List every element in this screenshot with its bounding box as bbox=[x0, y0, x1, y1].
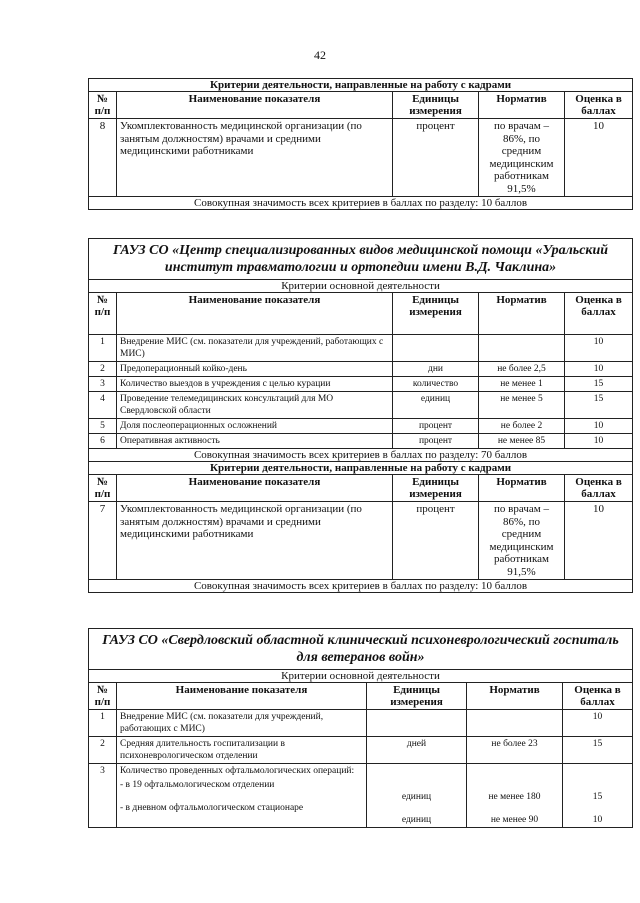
sub-item-1-unit: единиц bbox=[401, 792, 432, 802]
row-norm: по врачам – 86%, по средним медицинским работникам 91,5% bbox=[479, 502, 565, 580]
row-score: 15 bbox=[565, 377, 633, 392]
section-total: Совокупная значимость всех критериев в баллах по разделу: 10 баллов bbox=[89, 197, 633, 210]
sub-item-2-unit: единиц bbox=[401, 815, 432, 825]
row-num: 5 bbox=[89, 419, 117, 434]
table-row bbox=[89, 710, 633, 737]
row-num: 2 bbox=[89, 737, 117, 764]
header-num: № п/п bbox=[89, 683, 117, 710]
section-title: Критерии деятельности, направленные на работу с кадрами bbox=[89, 462, 633, 475]
row-norm bbox=[467, 764, 563, 828]
row-score: 10 bbox=[565, 502, 633, 580]
row-unit: процент bbox=[393, 434, 479, 449]
row-score: 10 bbox=[563, 710, 633, 737]
row-num: 1 bbox=[89, 710, 117, 737]
header-unit: Единицы измерения bbox=[393, 92, 479, 119]
row-norm: по врачам – 86%, по средним медицинским работникам 91,5% bbox=[479, 119, 565, 197]
header-score: Оценка в баллах bbox=[565, 293, 633, 335]
sub-item-2-score: 10 bbox=[592, 815, 603, 825]
table-row bbox=[89, 434, 633, 449]
sub-item-2-norm: не менее 90 bbox=[490, 815, 539, 825]
section-title: Критерии деятельности, направленные на работу с кадрами bbox=[89, 79, 633, 92]
page-number: 42 bbox=[314, 48, 326, 62]
row-unit: процент bbox=[393, 502, 479, 580]
row-score: 10 bbox=[565, 119, 633, 197]
table-row bbox=[89, 502, 633, 580]
row-name: Укомплектованность медицинской организации (по занятым должностям) врачами и средними медицинскими работниками bbox=[117, 119, 393, 197]
row-unit: дней bbox=[367, 737, 467, 764]
section-total: Совокупная значимость всех критериев в баллах по разделу: 70 баллов bbox=[89, 449, 633, 462]
header-unit: Единицы измерения bbox=[367, 683, 467, 710]
row-score bbox=[563, 764, 633, 828]
row-num: 7 bbox=[89, 502, 117, 580]
header-name: Наименование показателя bbox=[117, 92, 393, 119]
table-row bbox=[89, 335, 633, 362]
row-num: 3 bbox=[89, 764, 117, 828]
sub-item-1-score: 15 bbox=[592, 792, 603, 802]
header-norm: Норматив bbox=[479, 293, 565, 335]
row-name: Количество выездов в учреждения с целью курации bbox=[117, 377, 393, 392]
row-norm: не более 23 bbox=[467, 737, 563, 764]
row-norm: не более 2,5 bbox=[479, 362, 565, 377]
row-score: 10 bbox=[565, 434, 633, 449]
sub-item-1-norm: не менее 180 bbox=[488, 792, 541, 802]
header-score: Оценка в баллах bbox=[565, 475, 633, 502]
table-row bbox=[89, 362, 633, 377]
table-row bbox=[89, 764, 633, 828]
row-name bbox=[117, 764, 367, 828]
section-title: Критерии основной деятельности bbox=[89, 670, 633, 683]
row-norm bbox=[467, 710, 563, 737]
organization-title: ГАУЗ СО «Центр специализированных видов медицинской помощи «Уральский институт травматологии и ортопедии имени В.Д. Чаклина» bbox=[89, 239, 633, 280]
row-title: Количество проведенных офтальмологических операций: bbox=[120, 766, 355, 776]
row-norm: не менее 85 bbox=[479, 434, 565, 449]
row-unit bbox=[367, 710, 467, 737]
row-name: Внедрение МИС (см. показатели для учреждений, работающих с МИС) bbox=[117, 335, 393, 362]
table-row bbox=[89, 392, 633, 419]
row-num: 8 bbox=[89, 119, 117, 197]
row-norm: не менее 5 bbox=[479, 392, 565, 419]
table-row bbox=[89, 377, 633, 392]
header-unit: Единицы измерения bbox=[393, 293, 479, 335]
header-num: № п/п bbox=[89, 92, 117, 119]
row-unit: дни bbox=[393, 362, 479, 377]
organization-title: ГАУЗ СО «Свердловский областной клинический психоневрологический госпиталь для ветеранов войн» bbox=[89, 629, 633, 670]
row-unit bbox=[367, 764, 467, 828]
row-unit: процент bbox=[393, 119, 479, 197]
table-row bbox=[89, 419, 633, 434]
hospital-criteria-table bbox=[88, 628, 633, 828]
row-norm: не менее 1 bbox=[479, 377, 565, 392]
row-score: 15 bbox=[565, 392, 633, 419]
header-score: Оценка в баллах bbox=[563, 683, 633, 710]
row-name: Средняя длительность госпитализации в психоневрологическом отделении bbox=[117, 737, 367, 764]
row-unit: единиц bbox=[393, 392, 479, 419]
table-row bbox=[89, 737, 633, 764]
row-unit bbox=[393, 335, 479, 362]
row-num: 6 bbox=[89, 434, 117, 449]
sub-item-2: - в дневном офтальмологическом стационаре bbox=[120, 803, 304, 813]
row-num: 3 bbox=[89, 377, 117, 392]
header-name: Наименование показателя bbox=[117, 475, 393, 502]
row-name: Внедрение МИС (см. показатели для учреждений, работающих с МИС) bbox=[117, 710, 367, 737]
row-norm: не более 2 bbox=[479, 419, 565, 434]
sub-item-1: - в 19 офтальмологическом отделении bbox=[120, 780, 275, 790]
row-score: 10 bbox=[565, 335, 633, 362]
row-name: Оперативная активность bbox=[117, 434, 393, 449]
header-num: № п/п bbox=[89, 293, 117, 335]
row-num: 1 bbox=[89, 335, 117, 362]
header-norm: Норматив bbox=[479, 475, 565, 502]
row-score: 10 bbox=[565, 419, 633, 434]
row-norm bbox=[479, 335, 565, 362]
row-name: Проведение телемедицинских консультаций для МО Свердловской области bbox=[117, 392, 393, 419]
header-name: Наименование показателя bbox=[117, 683, 367, 710]
header-norm: Норматив bbox=[467, 683, 563, 710]
row-num: 4 bbox=[89, 392, 117, 419]
header-unit: Единицы измерения bbox=[393, 475, 479, 502]
header-name: Наименование показателя bbox=[117, 293, 393, 335]
header-score: Оценка в баллах bbox=[565, 92, 633, 119]
row-unit: процент bbox=[393, 419, 479, 434]
header-num: № п/п bbox=[89, 475, 117, 502]
table-row bbox=[89, 119, 633, 197]
staff-criteria-table-1 bbox=[88, 78, 633, 210]
institute-criteria-table bbox=[88, 238, 633, 593]
header-norm: Норматив bbox=[479, 92, 565, 119]
section-title: Критерии основной деятельности bbox=[89, 280, 633, 293]
section-total: Совокупная значимость всех критериев в баллах по разделу: 10 баллов bbox=[89, 580, 633, 593]
row-num: 2 bbox=[89, 362, 117, 377]
row-name: Предоперационный койко-день bbox=[117, 362, 393, 377]
row-score: 10 bbox=[565, 362, 633, 377]
row-name: Доля послеоперационных осложнений bbox=[117, 419, 393, 434]
row-score: 15 bbox=[563, 737, 633, 764]
row-name: Укомплектованность медицинской организации (по занятым должностям) врачами и средними медицинскими работниками bbox=[117, 502, 393, 580]
row-unit: количество bbox=[393, 377, 479, 392]
